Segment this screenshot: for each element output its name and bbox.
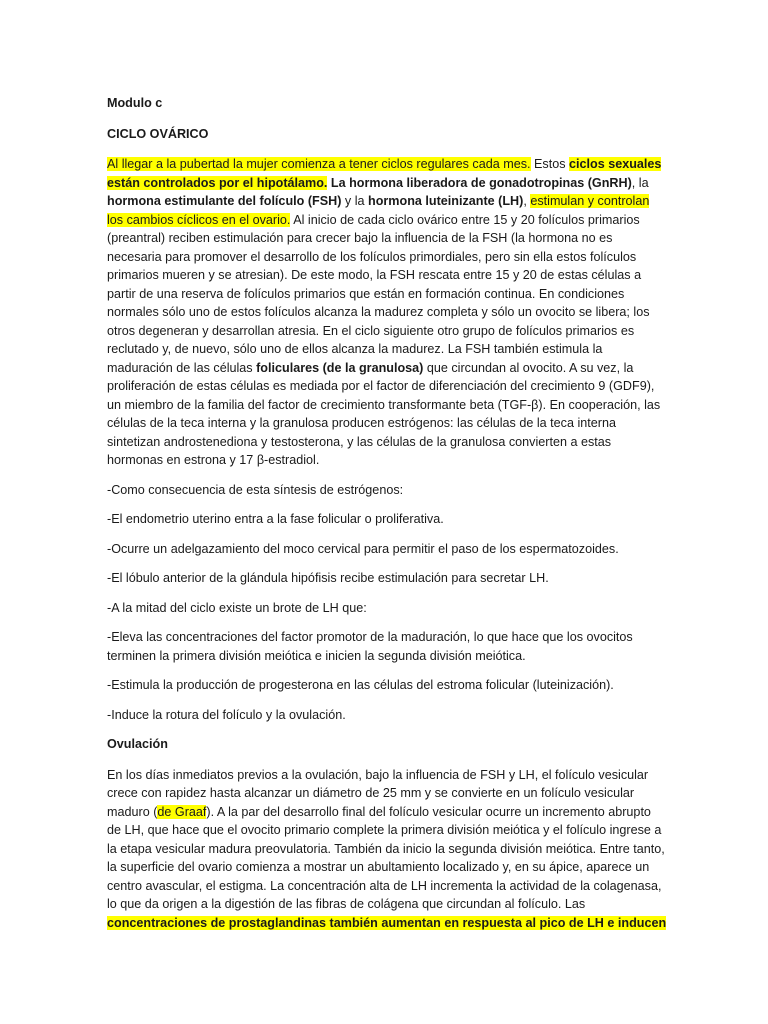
text-run: estimulan y controlan los cambios cíclicos en el ovario.	[107, 194, 650, 227]
text-run: hormona estimulante del folículo (FSH)	[107, 194, 342, 208]
paragraph-ciclo-ovarico	[107, 155, 668, 470]
text-run: de Graaf	[157, 804, 207, 819]
module-title: Modulo c	[107, 96, 163, 110]
list-line: -A la mitad del ciclo existe un brote de LH que:	[107, 600, 367, 615]
text-run: En los días inmediatos previos a la ovulación, bajo la influencia de FSH y LH, el folículo vesicular crece con rapidez hasta alcanzar un diámetro de 25 mm y se convierte en un folículo vesicular maduro (	[107, 767, 649, 819]
text-run: y la	[341, 194, 369, 208]
text-run: foliculares (de la granulosa)	[256, 360, 424, 375]
list-line: -Induce la rotura del folículo y la ovulación.	[107, 707, 346, 722]
text-run: Al inicio de cada ciclo ovárico entre 15 y 20 folículos primarios (preantral) reciben estimulación para crecer bajo la influencia de la FSH (la hormona no es necesaria para promover el desarrollo de los folículos primordiales, pero sin ella estos folículos primarios mueren y se atresian). De este modo, la FSH rescata entre 15 y 20 de estas células a partir de una reserva de folículos primarios que están en formación continua. En condiciones normales sólo uno de estos folículos alcanza la madurez completa y sólo un ovocito se libera; los otros degeneran y desarrollan atresia. En el ciclo siguiente otro grupo de folículos primarios es reclutado y, de nuevo, sólo uno de ellos alcanza la madurez. La FSH también estimula la maduración de las células	[107, 212, 650, 375]
text-run: ciclos sexuales están controlados por el hipotálamo.	[107, 157, 662, 190]
text-run: Al llegar a la pubertad la mujer comienza a tener ciclos regulares cada mes.	[107, 157, 531, 171]
text-run: concentraciones de prostaglandinas también aumentan en respuesta al pico de LH e inducen	[107, 915, 667, 930]
list-line: -Como consecuencia de esta síntesis de estrógenos:	[107, 482, 404, 497]
text-run: Estos	[530, 157, 570, 171]
section-title-ovulacion: Ovulación	[107, 737, 168, 751]
text-run: que circundan al ovocito. A su vez, la proliferación de estas células es mediada por el factor de diferenciación del crecimiento 9 (GDF9), un miembro de la familia del factor de crecimiento transformante beta (TGF-β). En cooperación, las células de la teca interna y la granulosa producen estrógenos: las células de la teca interna sintetizan androstenediona y testosterona, y las células de la granulosa convierten a estas hormonas en estrona y 17 β-estradiol.	[107, 360, 661, 467]
list-line: -Ocurre un adelgazamiento del moco cervical para permitir el paso de los espermatozoides.	[107, 541, 619, 556]
text-run: hormona luteinizante (LH)	[368, 194, 524, 208]
list-line: -El endometrio uterino entra a la fase folicular o proliferativa.	[107, 512, 444, 526]
list-line: -El lóbulo anterior de la glándula hipófisis recibe estimulación para secretar LH.	[107, 571, 549, 585]
list-line: -Estimula la producción de progesterona en las células del estroma folicular (luteinización).	[107, 678, 614, 692]
text-run: La hormona liberadora de gonadotropinas (GnRH)	[327, 175, 632, 190]
text-run: ,	[523, 194, 531, 208]
text-run: ). A la par del desarrollo final del folículo vesicular ocurre un incremento abrupto de LH, que hace que el ovocito primario complete la primera división meiótica y el folículo ingrese a la etapa vesicular madura preovulatoria. También da inicio la segunda división meiótica. Entre tanto, la superficie del ovario comienza a mostrar un abultamiento localizado y, en su ápice, aparece un centro avascular, el estigma. La concentración alta de LH incrementa la actividad de la colagenasa, lo que da origen a la digestión de las fibras de colágena que circundan al folículo. Las	[107, 804, 665, 911]
section-title-ciclo-ovarico: CICLO OVÁRICO	[107, 126, 209, 141]
text-run: , la	[631, 175, 649, 190]
paragraph-ovulacion	[107, 766, 668, 933]
list-line: -Eleva las concentraciones del factor promotor de la maduración, lo que hace que los ovocitos terminen la primera división meiótica e inicien la segunda división meiótica.	[107, 630, 633, 663]
